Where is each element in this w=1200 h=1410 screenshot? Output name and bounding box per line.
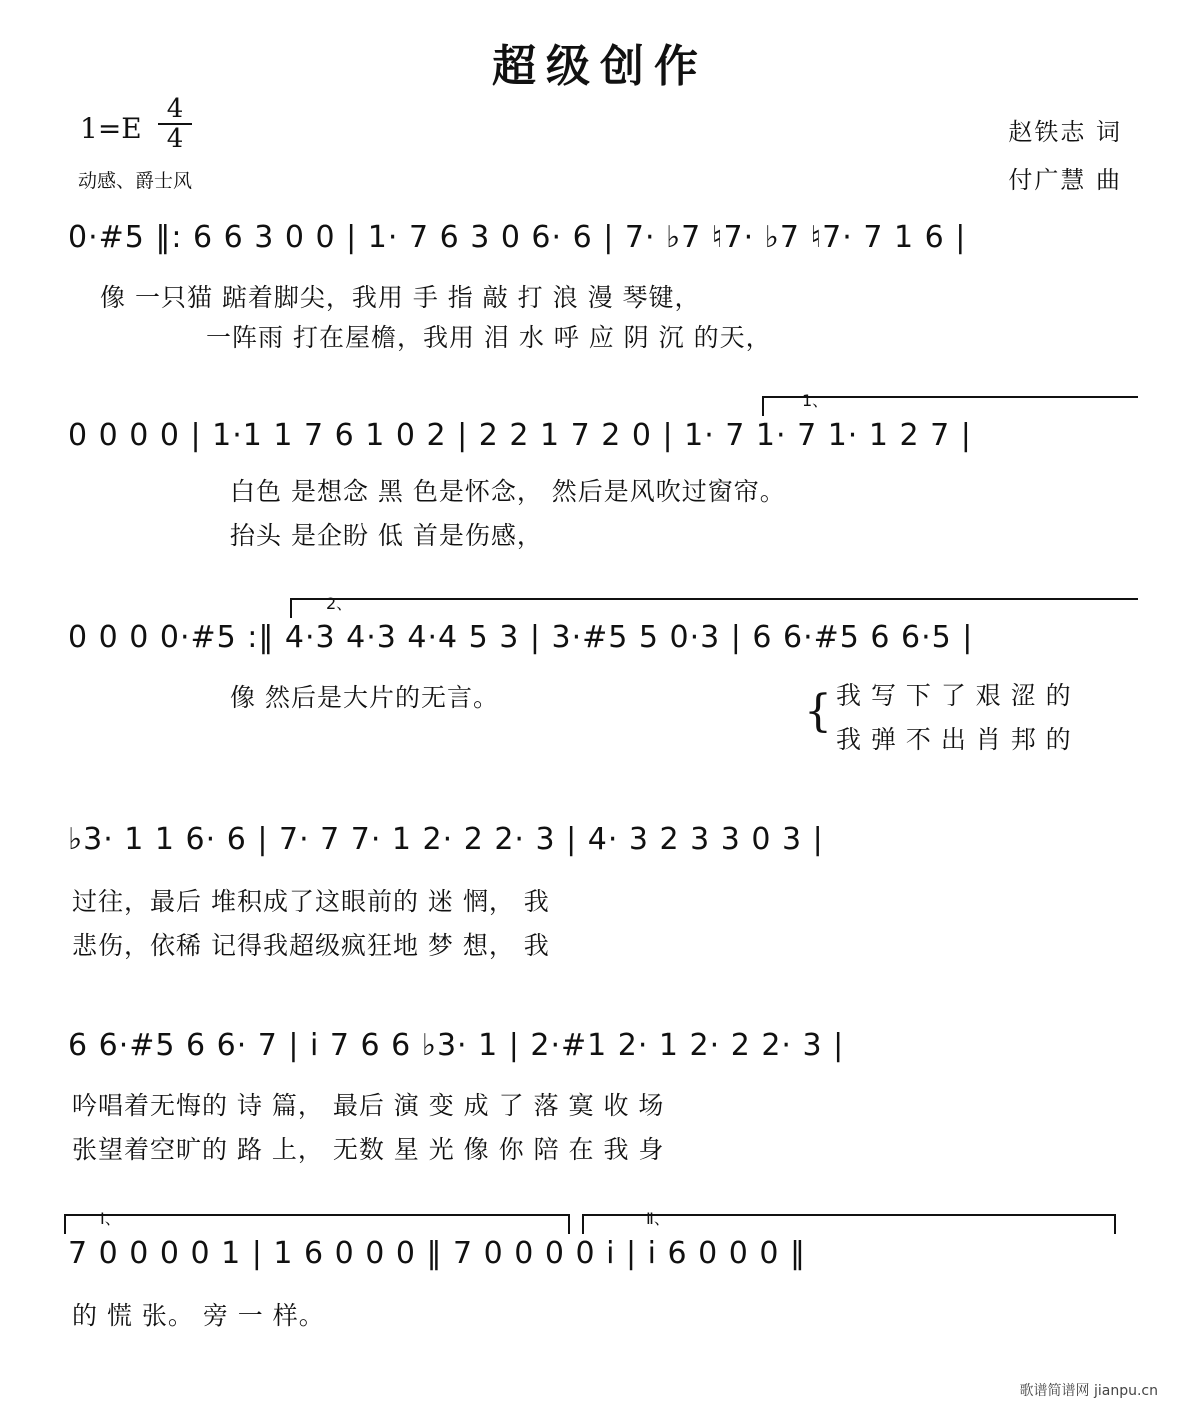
volta-2-label: 2、 bbox=[326, 594, 353, 613]
lyrics-line-4b: 悲伤，依稀 记得我超级疯狂地 梦 想， 我 bbox=[72, 931, 550, 960]
notes-line-3: 0 0 0 0·#5 :‖ 4·3 4·3 4·4 5 3 | 3·#5 5 0·3 | 6 6·#5 6 6·5 | bbox=[68, 620, 974, 655]
lyrics-line-3b: 我 写 下 了 艰 涩 的 bbox=[836, 681, 1072, 710]
time-signature bbox=[158, 96, 192, 152]
lyrics-line-3a: 像 然后是大片的无言。 bbox=[230, 683, 499, 712]
lyricist: 赵铁志 词 bbox=[1008, 118, 1122, 146]
page-title: 超级创作 bbox=[492, 41, 708, 92]
notes-line-4: ♭3· 1 1 6· 6 | 7· 7 7· 1 2· 2 2· 3 | 4· 3 2 3 3 0 3 | bbox=[68, 822, 824, 857]
lyrics-line-1b: 一阵雨 打在屋檐，我用 泪 水 呼 应 阴 沉 的天， bbox=[206, 323, 772, 352]
lyrics-line-2a: 白色 是想念 黑 色是怀念， 然后是风吹过窗帘。 bbox=[230, 477, 786, 506]
meter-top: 4 bbox=[166, 94, 184, 124]
notes-line-1: 0·#5 ‖: 6 6 3 0 0 | 1· 7 6 3 0 6· 6 | 7· ♭7 ♮7· ♭7 ♮7· 7 1 6 | bbox=[68, 220, 967, 255]
composer: 付广慧 曲 bbox=[1008, 166, 1122, 194]
volta-1-label: 1、 bbox=[802, 391, 829, 410]
notes-line-2: 0 0 0 0 | 1·1 1 7 6 1 0 2 | 2 2 1 7 2 0 | 1· 7 1· 7 1· 1 2 7 | bbox=[68, 418, 972, 453]
ending-1-label: Ⅰ、 bbox=[100, 1209, 121, 1228]
lyrics-line-3c: 我 弹 不 出 肖 邦 的 bbox=[836, 725, 1072, 754]
meter-bottom: 4 bbox=[166, 124, 184, 154]
volta-2-bracket bbox=[290, 598, 1138, 618]
watermark: 歌谱简谱网 jianpu.cn bbox=[1019, 1383, 1158, 1399]
style-marking: 动感、爵士风 bbox=[78, 170, 193, 192]
lyrics-line-5b: 张望着空旷的 路 上， 无数 星 光 像 你 陪 在 我 身 bbox=[72, 1135, 665, 1164]
lyrics-line-6: 的 慌 张。 旁 一 样。 bbox=[72, 1301, 325, 1330]
notes-line-5: 6 6·#5 6 6· 7 | i 7 6 6 ♭3· 1 | 2·#1 2· 1 2· 2 2· 3 | bbox=[68, 1028, 845, 1063]
verse-brace: { bbox=[804, 686, 832, 737]
lyrics-line-1a: 像 一只猫 踮着脚尖，我用 手 指 敲 打 浪 漫 琴键， bbox=[100, 283, 701, 312]
notes-line-6: 7 0 0 0 0 1 | 1 6 0 0 0 ‖ 7 0 0 0 0 i | i 6 0 0 0 ‖ bbox=[68, 1236, 807, 1271]
key-signature: 1=E bbox=[80, 112, 142, 145]
ending-1-bracket bbox=[64, 1214, 570, 1234]
ending-2-label: Ⅱ、 bbox=[646, 1209, 670, 1228]
lyrics-line-5a: 吟唱着无悔的 诗 篇， 最后 演 变 成 了 落 寞 收 场 bbox=[72, 1091, 665, 1120]
lyrics-line-4a: 过往，最后 堆积成了这眼前的 迷 惘， 我 bbox=[72, 887, 550, 916]
lyrics-line-2b: 抬头 是企盼 低 首是伤感， bbox=[230, 521, 543, 550]
